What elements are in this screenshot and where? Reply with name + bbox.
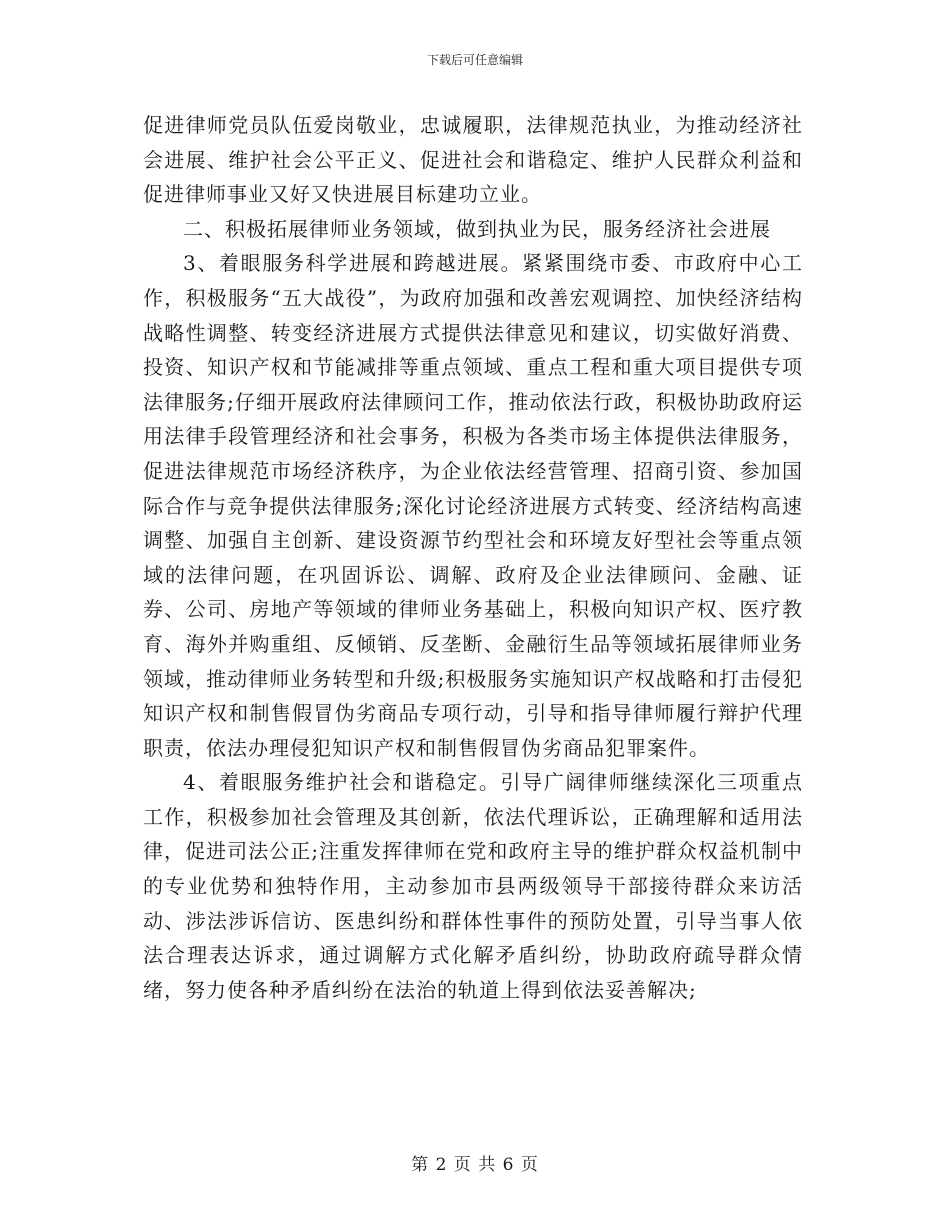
paragraph-1: 促进律师党员队伍爱岗敬业，忠诚履职，法律规范执业，为推动经济社会进展、维护社会公平正义、促进社会和谐稳定、维护人民群众利益和促进律师事业又好又快进展目标建功立业。 [143,113,803,207]
section-heading-2: 二、积极拓展律师业务领域，做到执业为民，服务经济社会进展 [183,216,771,241]
page-header-note: 下载后可任意编辑 [426,53,523,67]
document-body [143,108,803,1007]
paragraph-item-4: 4、着眼服务维护社会和谐稳定。引导广阔律师继续深化三项重点工作，积极参加社会管理及其创新，依法代理诉讼，正确理解和适用法律，促进司法公正;注重发挥律师在党和政府主导的维护群众权益机制中的专业优势和独特作用，主动参加市县两级领导干部接待群众来访活动、涉法涉诉信访、医患纠纷和群体性事件的预防处置，引导当事人依法合理表达诉求，通过调解方式化解矛盾纠纷，协助政府疏导群众情绪，努力使各种矛盾纠纷在法治的轨道上得到依法妥善解决; [143,770,803,1002]
page-number-footer: 第 2 页 共 6 页 [411,1155,539,1175]
paragraph-item-3: 3、着眼服务科学进展和跨越进展。紧紧围绕市委、市政府中心工作，积极服务“五大战役”，为政府加强和改善宏观调控、加快经济结构战略性调整、转变经济进展方式提供法律意见和建议，切实做好消费、投资、知识产权和节能减排等重点领域、重点工程和重大项目提供专项法律服务;仔细开展政府法律顾问工作，推动依法行政，积极协助政府运用法律手段管理经济和社会事务，积极为各类市场主体提供法律服务，促进法律规范市场经济秩序，为企业依法经营管理、招商引资、参加国际合作与竞争提供法律服务;深化讨论经济进展方式转变、经济结构高速调整、加强自主创新、建设资源节约型社会和环境友好型社会等重点领域的法律问题，在巩固诉讼、调解、政府及企业法律顾问、金融、证券、公司、房地产等领域的律师业务基础上，积极向知识产权、医疗教育、海外并购重组、反倾销、反垄断、金融衍生品等领域拓展律师业务领域，推动律师业务转型和升级;积极服务实施知识产权战略和打击侵犯知识产权和制售假冒伪劣商品专项行动，引导和指导律师履行辩护代理职责，依法办理侵犯知识产权和制售假冒伪劣商品犯罪案件。 [143,251,803,760]
